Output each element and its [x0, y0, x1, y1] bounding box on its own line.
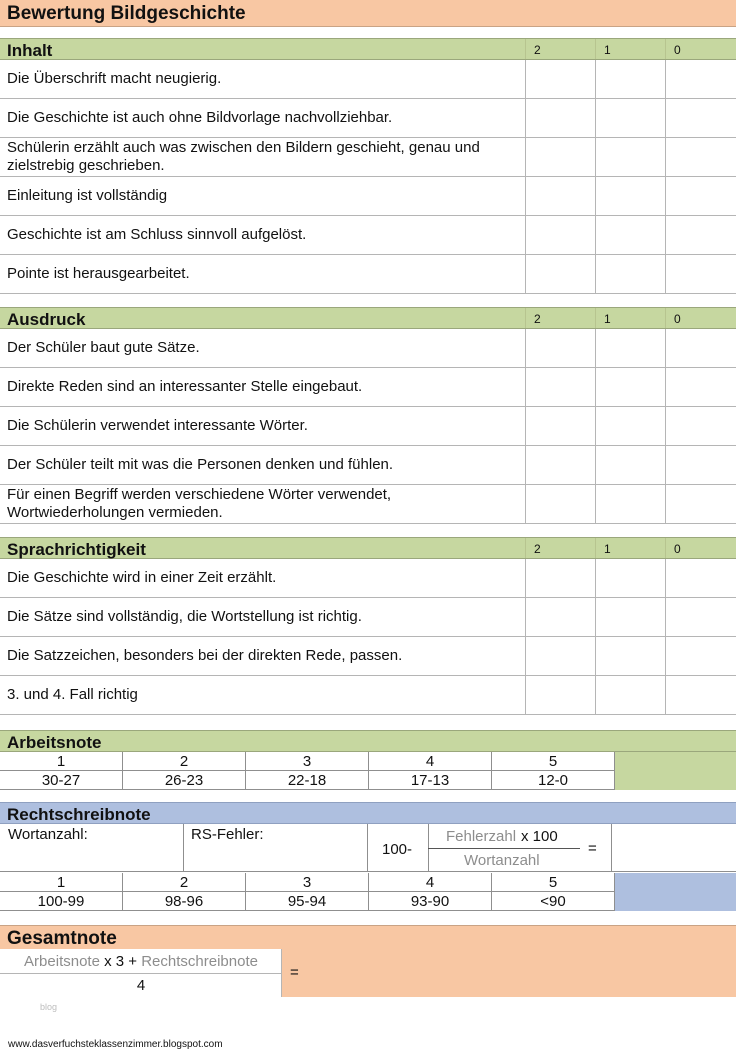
score-cell[interactable]: [666, 177, 736, 215]
range-cell: 30-27: [0, 771, 123, 790]
arbeitsnote-table: [0, 752, 736, 790]
score-cell[interactable]: [666, 446, 736, 484]
fehlerzahl-label: Fehlerzahl: [446, 828, 517, 845]
range-cell: 98-96: [123, 892, 246, 911]
wortanzahl-label: Wortanzahl:: [8, 826, 88, 843]
rechtschreibnote-grade-row: [0, 873, 615, 892]
score-cell[interactable]: [666, 99, 736, 137]
range-cell: 17-13: [369, 771, 492, 790]
section-header: [0, 307, 736, 329]
grade-cell: 3: [246, 873, 369, 892]
score-cell[interactable]: [666, 598, 736, 636]
rechtschreib-calc-row: [0, 824, 736, 872]
score-header: 1: [596, 39, 666, 59]
score-cell[interactable]: [596, 138, 666, 176]
score-cell[interactable]: [666, 485, 736, 523]
criterion-row: [0, 138, 736, 177]
criterion-text: Der Schüler teilt mit was die Personen denken und fühlen.: [0, 446, 526, 484]
section-title: Sprachrichtigkeit: [0, 538, 526, 558]
score-cell[interactable]: [596, 676, 666, 714]
criterion-row: [0, 446, 736, 485]
criterion-text: Die Geschichte ist auch ohne Bildvorlage nachvollziehbar.: [0, 99, 526, 137]
score-header: 0: [674, 43, 681, 57]
score-cell[interactable]: [666, 255, 736, 293]
section-title: Ausdruck: [0, 308, 526, 328]
criterion-row: [0, 676, 736, 715]
score-header: 2: [526, 39, 596, 59]
range-cell: 12-0: [492, 771, 615, 790]
gesamtnote-numerator: [0, 949, 282, 974]
criterion-text: Geschichte ist am Schluss sinnvoll aufgelöst.: [0, 216, 526, 254]
gesamtnote-body: [0, 949, 736, 997]
range-cell: 95-94: [246, 892, 369, 911]
score-header: 0: [674, 312, 681, 326]
criterion-text: 3. und 4. Fall richtig: [0, 676, 526, 714]
score-cell[interactable]: [666, 138, 736, 176]
rechtschreibnote-range-row: [0, 892, 615, 911]
grade-cell: 5: [492, 752, 615, 771]
rechtschreibnote-table: [0, 873, 736, 911]
criterion-text: Schülerin erzählt auch was zwischen den Bildern geschieht, genau und zielstrebig geschrieben.: [0, 138, 526, 176]
grade-cell: 1: [0, 873, 123, 892]
criterion-row: [0, 407, 736, 446]
criterion-row: [0, 598, 736, 637]
grade-cell: 4: [369, 873, 492, 892]
gesamtnote-denominator: 4: [136, 977, 146, 994]
score-cell[interactable]: [666, 676, 736, 714]
score-cell[interactable]: [526, 216, 596, 254]
grade-cell: 5: [492, 873, 615, 892]
times-100: x 100: [521, 828, 558, 845]
criterion-row: [0, 99, 736, 138]
arbeitsnote-heading: Arbeitsnote: [0, 730, 736, 752]
arbeitsnote-range-row: [0, 771, 615, 790]
score-cell[interactable]: [596, 637, 666, 675]
score-cell[interactable]: [596, 485, 666, 523]
range-cell: <90: [492, 892, 615, 911]
grade-cell: 2: [123, 752, 246, 771]
rechtschreibnote-term: Rechtschreibnote: [141, 953, 258, 970]
score-header: 2: [526, 308, 596, 328]
criterion-text: Für einen Begriff werden verschiedene Wörter verwendet, Wortwiederholungen vermieden.: [0, 485, 526, 523]
section-0: [0, 38, 736, 294]
criterion-text: Die Sätze sind vollständig, die Wortstellung ist richtig.: [0, 598, 526, 636]
rs-fehler-label: RS-Fehler:: [191, 826, 264, 843]
criterion-row: [0, 216, 736, 255]
rs-fehler-field[interactable]: [184, 824, 368, 872]
score-cell[interactable]: [596, 60, 666, 98]
criterion-text: Einleitung ist vollständig: [0, 177, 526, 215]
grade-cell: 3: [246, 752, 369, 771]
criterion-row: [0, 60, 736, 99]
gesamtnote-equals: =: [290, 964, 299, 981]
criterion-text: Die Satzzeichen, besonders bei der direkten Rede, passen.: [0, 637, 526, 675]
score-cell[interactable]: [526, 138, 596, 176]
score-cell[interactable]: [526, 368, 596, 406]
score-cell[interactable]: [526, 676, 596, 714]
range-cell: 22-18: [246, 771, 369, 790]
grade-cell: 4: [369, 752, 492, 771]
blog-watermark: blog: [40, 1002, 58, 1012]
score-cell[interactable]: [526, 329, 596, 367]
score-cell[interactable]: [596, 407, 666, 445]
criterion-row: [0, 255, 736, 294]
score-cell[interactable]: [596, 559, 666, 597]
arbeitsnote-grade-row: [0, 752, 615, 771]
rs-formula: [368, 824, 612, 872]
score-cell[interactable]: [526, 177, 596, 215]
wortanzahl-field[interactable]: [0, 824, 184, 872]
criterion-row: [0, 485, 736, 524]
score-cell[interactable]: [596, 446, 666, 484]
times-three-plus: x 3 +: [99, 953, 142, 970]
score-cell[interactable]: [596, 598, 666, 636]
rs-equals: =: [588, 840, 597, 857]
criterion-text: Pointe ist herausgearbeitet.: [0, 255, 526, 293]
score-cell[interactable]: [666, 637, 736, 675]
score-cell[interactable]: [526, 99, 596, 137]
score-cell[interactable]: [666, 216, 736, 254]
score-cell[interactable]: [596, 177, 666, 215]
score-cell[interactable]: [666, 559, 736, 597]
gesamtnote-formula: [0, 949, 282, 997]
score-cell[interactable]: [596, 255, 666, 293]
criterion-text: Die Schülerin verwendet interessante Wörter.: [0, 407, 526, 445]
criterion-row: [0, 368, 736, 407]
criterion-row: [0, 177, 736, 216]
section-title: Inhalt: [0, 39, 526, 59]
gesamtnote-heading: Gesamtnote: [0, 925, 736, 949]
section-2: [0, 537, 736, 715]
score-cell[interactable]: [526, 637, 596, 675]
score-cell[interactable]: [666, 407, 736, 445]
section-header: [0, 537, 736, 559]
score-cell[interactable]: [526, 559, 596, 597]
arbeitsnote-result-cell[interactable]: [615, 752, 736, 790]
criterion-text: Die Geschichte wird in einer Zeit erzählt.: [0, 559, 526, 597]
score-cell[interactable]: [666, 368, 736, 406]
criterion-row: [0, 637, 736, 676]
score-header: 1: [596, 538, 666, 558]
score-cell[interactable]: [666, 60, 736, 98]
criterion-text: Direkte Reden sind an interessanter Stelle eingebaut.: [0, 368, 526, 406]
score-cell[interactable]: [526, 255, 596, 293]
score-cell[interactable]: [526, 60, 596, 98]
hundred-minus: 100-: [382, 841, 413, 858]
rechtschreibnote-result-cell[interactable]: [615, 873, 736, 911]
criterion-text: Die Überschrift macht neugierig.: [0, 60, 526, 98]
criterion-row: [0, 329, 736, 368]
score-cell[interactable]: [596, 368, 666, 406]
range-cell: 93-90: [369, 892, 492, 911]
criterion-row: [0, 559, 736, 598]
range-cell: 100-99: [0, 892, 123, 911]
score-cell[interactable]: [526, 598, 596, 636]
score-cell[interactable]: [526, 446, 596, 484]
score-header: 1: [596, 308, 666, 328]
score-cell[interactable]: [596, 99, 666, 137]
section-header: [0, 38, 736, 60]
score-cell[interactable]: [666, 329, 736, 367]
criterion-text: Der Schüler baut gute Sätze.: [0, 329, 526, 367]
score-cell[interactable]: [526, 485, 596, 523]
page-title: Bewertung Bildgeschichte: [0, 0, 736, 27]
fraction-line: [428, 848, 580, 849]
score-cell[interactable]: [596, 329, 666, 367]
score-cell[interactable]: [526, 407, 596, 445]
score-header: 0: [674, 542, 681, 556]
range-cell: 26-23: [123, 771, 246, 790]
arbeitsnote-term: Arbeitsnote: [24, 953, 100, 970]
section-1: [0, 307, 736, 524]
grade-cell: 1: [0, 752, 123, 771]
score-header: 2: [526, 538, 596, 558]
wortanzahl-denominator: Wortanzahl: [464, 852, 540, 869]
grade-cell: 2: [123, 873, 246, 892]
footer-url[interactable]: www.dasverfuchsteklassenzimmer.blogspot.com: [8, 1039, 223, 1050]
score-cell[interactable]: [596, 216, 666, 254]
rechtschreibnote-heading: Rechtschreibnote: [0, 802, 736, 824]
